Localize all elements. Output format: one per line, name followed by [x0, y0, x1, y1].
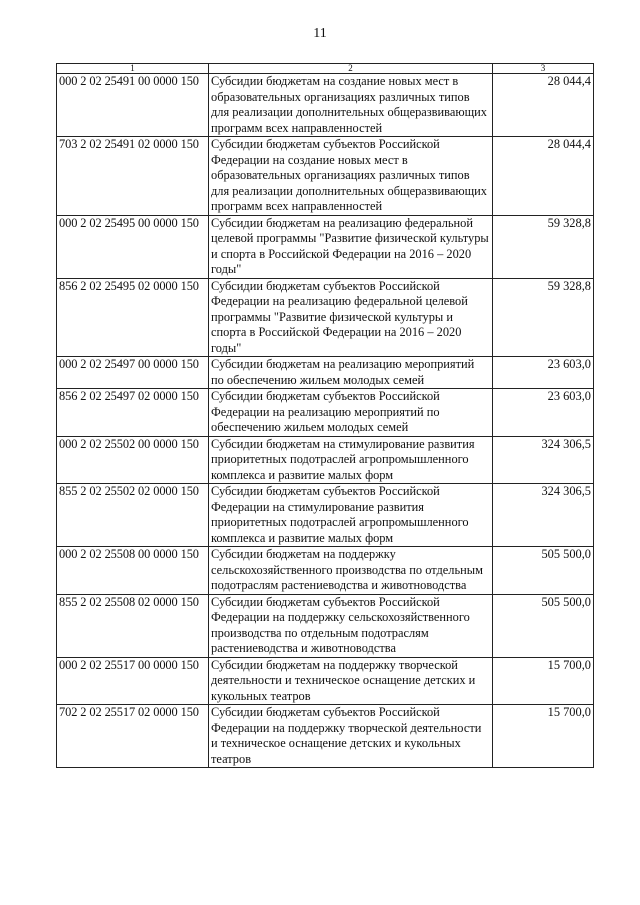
table-row: [57, 215, 594, 278]
budget-code: 000 2 02 25495 00 0000 150: [57, 215, 209, 278]
table-row: [57, 137, 594, 216]
amount: 505 500,0: [493, 547, 594, 595]
amount: 28 044,4: [493, 137, 594, 216]
subsidy-name: Субсидии бюджетам субъектов Российской Федерации на реализацию федеральной целевой программы "Развитие физической культуры и спорта в Российской Федерации на 2016 – 2020 годы": [209, 278, 493, 357]
table-row: [57, 547, 594, 595]
budget-code: 856 2 02 25497 02 0000 150: [57, 389, 209, 437]
amount: 15 700,0: [493, 657, 594, 705]
table-row: [57, 436, 594, 484]
column-header-name: 2: [209, 64, 493, 74]
amount: 505 500,0: [493, 594, 594, 657]
subsidy-name: Субсидии бюджетам субъектов Российской Федерации на реализацию мероприятий по обеспечению жильем молодых семей: [209, 389, 493, 437]
subsidy-name: Субсидии бюджетам субъектов Российской Федерации на создание новых мест в образовательных организациях различных типов для реализации дополнительных общеразвивающих программ всех направленностей: [209, 137, 493, 216]
subsidy-name: Субсидии бюджетам субъектов Российской Федерации на поддержку творческой деятельности и техническое оснащение детских и кукольных театров: [209, 705, 493, 768]
table-row: [57, 357, 594, 389]
subsidy-name: Субсидии бюджетам на создание новых мест в образовательных организациях различных типов для реализации дополнительных общеразвивающих программ всех направленностей: [209, 74, 493, 137]
budget-code: 000 2 02 25517 00 0000 150: [57, 657, 209, 705]
subsidy-name: Субсидии бюджетам на реализацию мероприятий по обеспечению жильем молодых семей: [209, 357, 493, 389]
budget-code: 000 2 02 25497 00 0000 150: [57, 357, 209, 389]
budget-code: 000 2 02 25508 00 0000 150: [57, 547, 209, 595]
table-row: [57, 74, 594, 137]
subsidy-name: Субсидии бюджетам субъектов Российской Федерации на стимулирование развития приоритетных подотраслей агропромышленного комплекса и развитие малых форм: [209, 484, 493, 547]
budget-code: 000 2 02 25502 00 0000 150: [57, 436, 209, 484]
amount: 59 328,8: [493, 215, 594, 278]
table-row: [57, 594, 594, 657]
amount: 15 700,0: [493, 705, 594, 768]
budget-code: 702 2 02 25517 02 0000 150: [57, 705, 209, 768]
table-row: [57, 278, 594, 357]
budget-code: 855 2 02 25502 02 0000 150: [57, 484, 209, 547]
budget-code: 703 2 02 25491 02 0000 150: [57, 137, 209, 216]
amount: 324 306,5: [493, 484, 594, 547]
amount: 23 603,0: [493, 357, 594, 389]
subsidy-name: Субсидии бюджетам на стимулирование развития приоритетных подотраслей агропромышленного комплекса и развитие малых форм: [209, 436, 493, 484]
page-number: 11: [313, 26, 327, 41]
table-row: [57, 389, 594, 437]
subsidy-name: Субсидии бюджетам на поддержку сельскохозяйственного производства по отдельным подотраслям растениеводства и животноводства: [209, 547, 493, 595]
subsidy-name: Субсидии бюджетам субъектов Российской Федерации на поддержку сельскохозяйственного производства по отдельным подотраслям растениеводства и животноводства: [209, 594, 493, 657]
column-header-code: 1: [57, 64, 209, 74]
table-row: [57, 484, 594, 547]
budget-code: 855 2 02 25508 02 0000 150: [57, 594, 209, 657]
table-row: [57, 657, 594, 705]
budget-table: [56, 63, 594, 768]
budget-code: 856 2 02 25495 02 0000 150: [57, 278, 209, 357]
subsidy-name: Субсидии бюджетам на реализацию федеральной целевой программы "Развитие физической культуры и спорта в Российской Федерации на 2016 – 2020 годы": [209, 215, 493, 278]
table-row: [57, 705, 594, 768]
amount: 59 328,8: [493, 278, 594, 357]
subsidy-name: Субсидии бюджетам на поддержку творческой деятельности и техническое оснащение детских и кукольных театров: [209, 657, 493, 705]
table-body: [57, 74, 594, 768]
budget-code: 000 2 02 25491 00 0000 150: [57, 74, 209, 137]
amount: 28 044,4: [493, 74, 594, 137]
amount: 23 603,0: [493, 389, 594, 437]
column-header-amount: 3: [493, 64, 594, 74]
amount: 324 306,5: [493, 436, 594, 484]
table-header: [57, 64, 594, 74]
